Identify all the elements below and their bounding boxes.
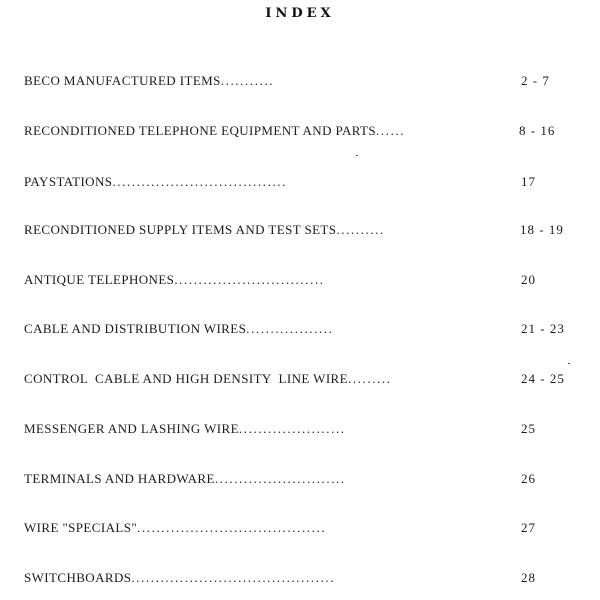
- dot-leader: ..........................................: [131, 570, 336, 585]
- index-entry-pages: 17: [521, 174, 536, 189]
- index-entry-pages: 24 - 25: [521, 371, 565, 386]
- index-entry-label: RECONDITIONED TELEPHONE EQUIPMENT AND PARTS: [24, 123, 377, 138]
- scan-speck: [568, 363, 570, 364]
- index-entry-label: MESSENGER AND LASHING WIRE: [24, 421, 239, 436]
- index-entry-pages: 18 - 19: [520, 222, 564, 237]
- index-entry: [24, 73, 550, 89]
- index-entry: [24, 123, 556, 139]
- index-entry-label: PAYSTATIONS: [24, 174, 113, 189]
- dot-leader: ..................: [246, 321, 334, 336]
- page-title: INDEX: [265, 6, 335, 21]
- index-entry-label: WIRE "SPECIALS": [24, 520, 138, 535]
- index-entry-pages: 25: [521, 421, 536, 436]
- dot-leader: ...........................: [214, 471, 346, 486]
- index-entry: [24, 570, 536, 586]
- index-entry-label: RECONDITIONED SUPPLY ITEMS AND TEST SETS: [24, 222, 337, 237]
- index-entry: [24, 321, 565, 337]
- dot-leader: ......................: [238, 421, 346, 436]
- scan-speck: [356, 155, 358, 156]
- index-entry: [24, 272, 536, 288]
- dot-leader: ...........: [220, 73, 275, 88]
- dot-leader: ...............................: [174, 272, 325, 287]
- index-entry-pages: 28: [521, 570, 536, 585]
- index-entry: [24, 520, 536, 536]
- index-entry-pages: 2 - 7: [521, 73, 550, 88]
- dot-leader: .......................................: [137, 520, 327, 535]
- index-entry-label: CABLE AND DISTRIBUTION WIRES: [24, 321, 247, 336]
- index-entry-pages: 21 - 23: [521, 321, 565, 336]
- index-entry: [24, 222, 564, 238]
- index-entry: [24, 421, 536, 437]
- dot-leader: ......: [376, 123, 406, 138]
- index-entry-pages: 8 - 16: [519, 123, 556, 138]
- index-entry-pages: 20: [521, 272, 536, 287]
- index-entry-label: TERMINALS AND HARDWARE: [24, 471, 215, 486]
- index-entry-label: CONTROL CABLE AND HIGH DENSITY LINE WIRE: [24, 371, 348, 386]
- dot-leader: ....................................: [112, 174, 287, 189]
- index-entry: [24, 174, 536, 190]
- dot-leader: ..........: [336, 222, 385, 237]
- index-entry-label: SWITCHBOARDS: [24, 570, 132, 585]
- index-entry-label: BECO MANUFACTURED ITEMS: [24, 73, 221, 88]
- index-entry-pages: 26: [521, 471, 536, 486]
- index-entry-pages: 27: [521, 520, 536, 535]
- index-entry: [24, 371, 565, 387]
- dot-leader: .........: [347, 371, 392, 386]
- index-entry: [24, 471, 536, 487]
- index-entry-label: ANTIQUE TELEPHONES: [24, 272, 175, 287]
